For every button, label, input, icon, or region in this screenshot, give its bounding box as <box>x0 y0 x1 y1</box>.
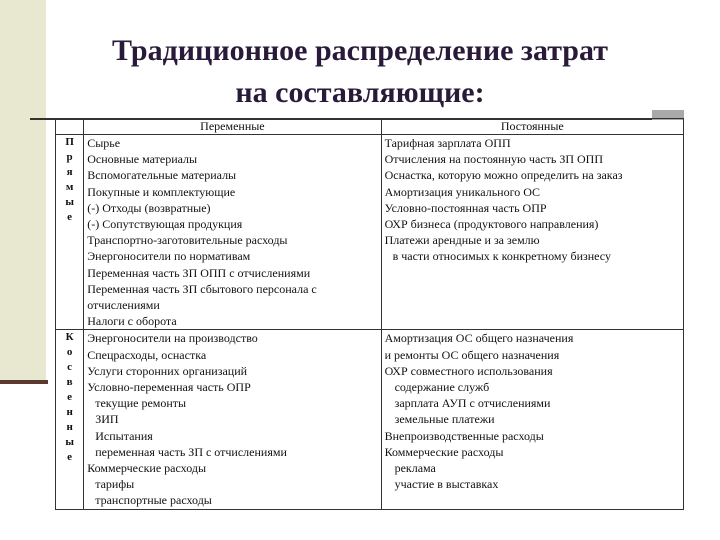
cost-item: зарплата АУП с отчислениями <box>394 396 551 411</box>
row-label-letter: е <box>67 211 73 223</box>
cost-item: Отчисления на постоянную часть ЗП ОПП <box>384 152 604 167</box>
cost-item: Спецрасходы, оснастка <box>87 347 207 362</box>
cost-item: Внепроизводственные расходы <box>384 428 544 443</box>
cost-allocation-table <box>55 118 684 510</box>
cost-item: Испытания <box>95 428 153 443</box>
row-label-letter: н <box>66 421 73 434</box>
cost-item: Энергоносители на производство <box>87 331 258 346</box>
row-label-letter: о <box>66 346 73 359</box>
table-header-row <box>56 119 684 135</box>
cost-item: Условно-постоянная часть ОПР <box>384 200 547 215</box>
cost-item: Амортизация уникального ОС <box>384 184 541 199</box>
cost-item: отчислениями <box>87 298 160 313</box>
cost-item: Вспомогательные материалы <box>87 168 237 183</box>
cost-item: Покупные и комплектующие <box>87 184 236 199</box>
cost-item: ОХР бизнеса (продуктового направления) <box>384 217 599 232</box>
row-label-letter: ы <box>65 436 74 449</box>
direct-variable-cell <box>84 135 381 330</box>
cost-item: Коммерческие расходы <box>384 444 504 459</box>
cost-item: транспортные расходы <box>95 493 212 508</box>
cost-item: Энергоносители по нормативам <box>87 249 251 264</box>
slide-title-line-1: Традиционное распределение затрат <box>112 34 608 67</box>
side-decor-edge <box>0 380 48 384</box>
cost-item: земельные платежи <box>394 412 495 427</box>
row-label-letter: н <box>66 406 73 419</box>
indirect-variable-cell <box>84 330 381 509</box>
row-label-letter: м <box>65 181 74 193</box>
row-label-letter: е <box>67 451 73 464</box>
row-label-direct <box>56 135 84 330</box>
header-variable: Переменные <box>84 119 381 135</box>
direct-fixed-cell <box>381 135 683 330</box>
table-row-indirect <box>56 330 684 509</box>
cost-item: Условно-переменная часть ОПР <box>87 380 251 395</box>
slide-title <box>60 30 660 114</box>
cost-item: Основные материалы <box>87 152 198 167</box>
cost-item: содержание служб <box>394 380 490 395</box>
header-fixed: Постоянные <box>381 119 683 135</box>
cost-item: (-) Отходы (возвратные) <box>87 200 211 215</box>
table-row-direct <box>56 135 684 330</box>
cost-item: Амортизация ОС общего назначения <box>384 331 574 346</box>
row-label-letter: я <box>66 166 73 178</box>
cost-item: Платежи арендные и за землю <box>384 233 540 248</box>
row-label-letter: с <box>67 361 73 374</box>
cost-item: Транспортно-заготовительные расходы <box>87 233 288 248</box>
row-label-indirect <box>56 330 84 509</box>
row-label-letter: в <box>66 376 73 389</box>
indirect-fixed-cell <box>381 330 683 509</box>
row-label-letter: К <box>65 331 74 344</box>
cost-item: Оснастка, которую можно определить на заказ <box>384 168 623 183</box>
cost-item: тарифы <box>95 477 135 492</box>
cost-item: Сырье <box>87 136 121 150</box>
slide-title-line-2: на составляющие: <box>235 76 485 109</box>
header-empty-cell <box>56 119 84 135</box>
cost-item: и ремонты ОС общего назначения <box>384 347 560 362</box>
cost-item: участие в выставках <box>394 477 499 492</box>
cost-item: ОХР совместного использования <box>384 363 553 378</box>
cost-item: реклама <box>394 461 436 476</box>
cost-item: Услуги сторонних организаций <box>87 363 248 378</box>
row-label-letter: П <box>65 136 74 148</box>
cost-item: текущие ремонты <box>95 396 187 411</box>
cost-item: переменная часть ЗП с отчислениями <box>95 444 287 459</box>
cost-item: Переменная часть ЗП ОПП с отчислениями <box>87 265 311 280</box>
side-decor-bar <box>0 0 46 384</box>
row-label-letter: р <box>66 151 73 163</box>
cost-item: ЗИП <box>95 412 119 427</box>
cost-item: (-) Сопутствующая продукция <box>87 217 243 232</box>
cost-item: Переменная часть ЗП сбытового персонала с <box>87 281 317 296</box>
cost-item: Налоги с оборота <box>87 314 177 329</box>
cost-item: Коммерческие расходы <box>87 461 207 476</box>
row-label-letter: ы <box>65 196 74 208</box>
cost-item: в части относимых к конкретному бизнесу <box>392 249 611 264</box>
row-label-letter: е <box>67 391 73 404</box>
cost-item: Тарифная зарплата ОПП <box>384 136 511 150</box>
